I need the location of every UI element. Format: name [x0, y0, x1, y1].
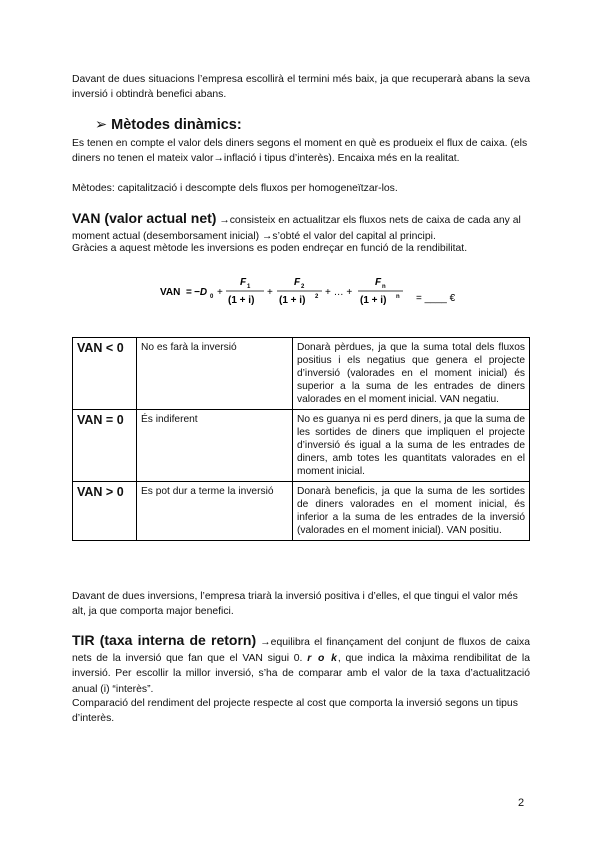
van-heading: VAN (valor actual net): [72, 210, 217, 226]
investment-choice-paragraph: Davant de dues inversions, l’empresa triarà la inversió positiva i d’elles, el que tingui el valor més alt, ja que comporta major benefici.: [72, 591, 518, 617]
formula-result: = ____ €: [416, 293, 456, 304]
formula-den-2-sup: 2: [315, 294, 319, 300]
van-explanation: No es guanya ni es perd diners, ja que la suma de les sortides de diners que impliquen el projecte d’inversió és igual a la suma de les entrades de diners, amb totes les quantitats valorades en el moment inicial.: [293, 410, 530, 482]
section-title: Mètodes dinàmics:: [111, 117, 242, 133]
table-row: [73, 482, 530, 541]
tir-text-1: →equilibra el finançament del conjunt de fluxos de caixa nets de la inversió que fan que el VAN sigui 0.: [72, 637, 531, 664]
intro-paragraph: Davant de dues situacions l’empresa escollirà el termini més baix, ja que recuperarà abans la seva inversió i obtindrà benefici abans.: [72, 74, 530, 100]
formula-d0-sub: 0: [210, 294, 214, 300]
formula-f2: F: [294, 277, 301, 288]
van-explanation: Donarà beneficis, ja que la suma de les sortides de diners valorades en el moment inicial, és inferior a la suma de les entrades de la inversió (valorades en el moment inicial). VAN positiu.: [293, 482, 530, 541]
van-decision-table: [72, 337, 530, 541]
van-decision: És indiferent: [137, 410, 293, 482]
van-decision: No es farà la inversió: [137, 338, 293, 410]
arrow-bullet-icon: ➢: [95, 117, 108, 133]
section-heading: [95, 117, 242, 133]
formula-fn: F: [375, 277, 382, 288]
table-row: [73, 410, 530, 482]
formula-den-1: (1 + i): [228, 295, 255, 306]
formula-den-2: (1 + i): [279, 295, 306, 306]
van-condition: VAN > 0: [73, 482, 137, 541]
formula-d0: −D: [194, 287, 208, 298]
formula-lhs: VAN: [160, 287, 181, 298]
van-condition: VAN = 0: [73, 410, 137, 482]
tir-heading: TIR (taxa interna de retorn): [72, 632, 257, 648]
tir-paragraph: [72, 633, 530, 697]
formula-f2-sub: 2: [301, 284, 305, 290]
formula-plus-2: +: [267, 287, 273, 298]
formula-fn-sub: n: [382, 284, 386, 290]
van-ranking-paragraph: Gràcies a aquest mètode les inversions es poden endreçar en funció de la rendibilitat.: [72, 243, 468, 254]
tir-text-2: , que indica la màxima rendibilitat de la inversió. Per escollir la millor inversió, s’ha de comparar amb el valor de la taxa d’actualització anual (i) “interès”.: [72, 652, 530, 695]
table-row: [73, 338, 530, 410]
formula-plus-1: +: [217, 287, 223, 298]
van-decision: Es pot dur a terme la inversió: [137, 482, 293, 541]
formula-f1-sub: 1: [247, 284, 251, 290]
formula-den-n-sup: n: [396, 294, 400, 300]
van-paragraph: [72, 210, 530, 245]
formula-f1: F: [240, 277, 247, 288]
dynamic-methods-paragraph: Es tenen en compte el valor dels diners segons el moment en què es produeix el flux de caixa. (els diners no tenen el mateix valor→inflació i tipus d’interès). Encaixa més en la realitat.: [72, 138, 528, 164]
formula-den-n: (1 + i): [360, 295, 387, 306]
formula-equals: =: [186, 287, 192, 298]
van-explanation: Donarà pèrdues, ja que la suma total dels fluxos positius i els negatius que genera el projecte d’inversió (valorades en el moment inicial) és superior a la suma de les entrades de diners valorades en el moment inicial. VAN negatiu.: [293, 338, 530, 410]
van-condition: VAN < 0: [73, 338, 137, 410]
methods-paragraph: Mètodes: capitalització i descompte dels fluxos per homogeneïtzar-los.: [72, 183, 398, 194]
tir-comparison-paragraph: Comparació del rendiment del projecte respecte al cost que comporta la inversió segons un tipus d’interès.: [72, 698, 518, 724]
tir-symbol: r o k: [307, 652, 338, 664]
van-definition: →consisteix en actualitzar els fluxos nets de caixa de cada any al moment actual (desemborsament inicial) →s’obté el valor del capital al principi.: [72, 215, 521, 242]
van-formula: [160, 272, 470, 312]
page-number: 2: [518, 797, 525, 809]
formula-ellipsis: + … +: [325, 287, 353, 298]
